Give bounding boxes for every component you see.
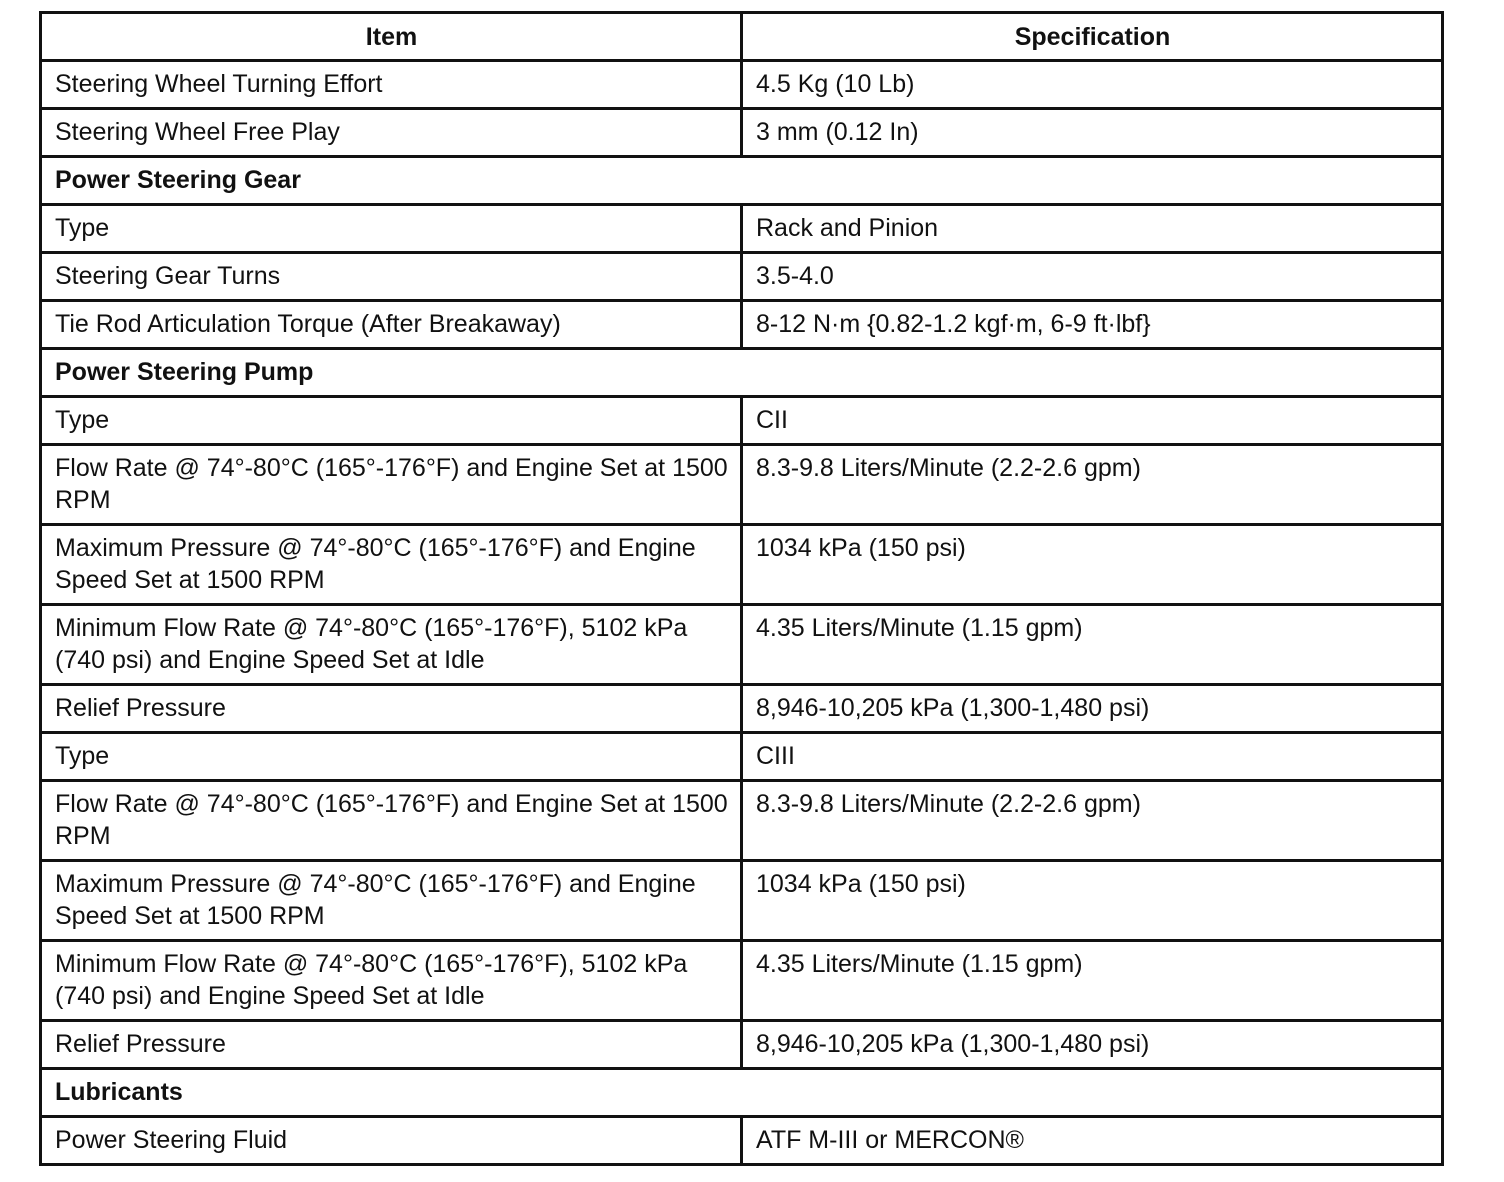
table-row — [41, 781, 1443, 861]
section-heading: Lubricants — [41, 1069, 1443, 1117]
specification-cell: 4.35 Liters/Minute (1.15 gpm) — [742, 605, 1443, 685]
item-cell: Tie Rod Articulation Torque (After Breakaway) — [41, 301, 742, 349]
specification-cell: 8,946-10,205 kPa (1,300-1,480 psi) — [742, 1021, 1443, 1069]
specification-cell: 3.5-4.0 — [742, 253, 1443, 301]
table-header — [41, 13, 1443, 61]
specification-cell: 8.3-9.8 Liters/Minute (2.2-2.6 gpm) — [742, 445, 1443, 525]
item-column-header: Item — [41, 13, 742, 61]
item-cell: Power Steering Fluid — [41, 1117, 742, 1165]
specification-column-header: Specification — [742, 13, 1443, 61]
table-row — [41, 685, 1443, 733]
specification-cell: CII — [742, 397, 1443, 445]
table-body — [41, 61, 1443, 1165]
table-row — [41, 253, 1443, 301]
item-cell: Relief Pressure — [41, 1021, 742, 1069]
item-cell: Minimum Flow Rate @ 74°-80°C (165°-176°F), 5102 kPa (740 psi) and Engine Speed Set at Idle — [41, 605, 742, 685]
item-cell: Type — [41, 397, 742, 445]
table-row — [41, 861, 1443, 941]
specification-cell: ATF M-III or MERCON® — [742, 1117, 1443, 1165]
table-row — [41, 205, 1443, 253]
item-cell: Maximum Pressure @ 74°-80°C (165°-176°F) and Engine Speed Set at 1500 RPM — [41, 525, 742, 605]
header-row — [41, 13, 1443, 61]
section-row — [41, 349, 1443, 397]
item-cell: Maximum Pressure @ 74°-80°C (165°-176°F) and Engine Speed Set at 1500 RPM — [41, 861, 742, 941]
item-cell: Flow Rate @ 74°-80°C (165°-176°F) and Engine Set at 1500 RPM — [41, 445, 742, 525]
section-heading: Power Steering Pump — [41, 349, 1443, 397]
specification-cell: 4.5 Kg (10 Lb) — [742, 61, 1443, 109]
item-cell: Minimum Flow Rate @ 74°-80°C (165°-176°F), 5102 kPa (740 psi) and Engine Speed Set at Idle — [41, 941, 742, 1021]
specification-cell: 1034 kPa (150 psi) — [742, 861, 1443, 941]
table-row — [41, 1117, 1443, 1165]
specification-table — [39, 11, 1444, 1166]
table-row — [41, 397, 1443, 445]
section-row — [41, 157, 1443, 205]
table-row — [41, 941, 1443, 1021]
table-row — [41, 733, 1443, 781]
table-row — [41, 301, 1443, 349]
table-row — [41, 445, 1443, 525]
item-cell: Type — [41, 205, 742, 253]
specification-cell: 8.3-9.8 Liters/Minute (2.2-2.6 gpm) — [742, 781, 1443, 861]
specification-cell: 1034 kPa (150 psi) — [742, 525, 1443, 605]
specification-cell: 8-12 N·m {0.82-1.2 kgf·m, 6-9 ft·lbf} — [742, 301, 1443, 349]
table-row — [41, 1021, 1443, 1069]
item-cell: Steering Wheel Turning Effort — [41, 61, 742, 109]
item-cell: Steering Wheel Free Play — [41, 109, 742, 157]
section-row — [41, 1069, 1443, 1117]
specification-cell: CIII — [742, 733, 1443, 781]
item-cell: Flow Rate @ 74°-80°C (165°-176°F) and Engine Set at 1500 RPM — [41, 781, 742, 861]
item-cell: Type — [41, 733, 742, 781]
table-row — [41, 61, 1443, 109]
specification-cell: 8,946-10,205 kPa (1,300-1,480 psi) — [742, 685, 1443, 733]
item-cell: Relief Pressure — [41, 685, 742, 733]
table-row — [41, 525, 1443, 605]
specification-cell: Rack and Pinion — [742, 205, 1443, 253]
section-heading: Power Steering Gear — [41, 157, 1443, 205]
specification-cell: 4.35 Liters/Minute (1.15 gpm) — [742, 941, 1443, 1021]
table-row — [41, 605, 1443, 685]
specification-cell: 3 mm (0.12 In) — [742, 109, 1443, 157]
table-row — [41, 109, 1443, 157]
item-cell: Steering Gear Turns — [41, 253, 742, 301]
